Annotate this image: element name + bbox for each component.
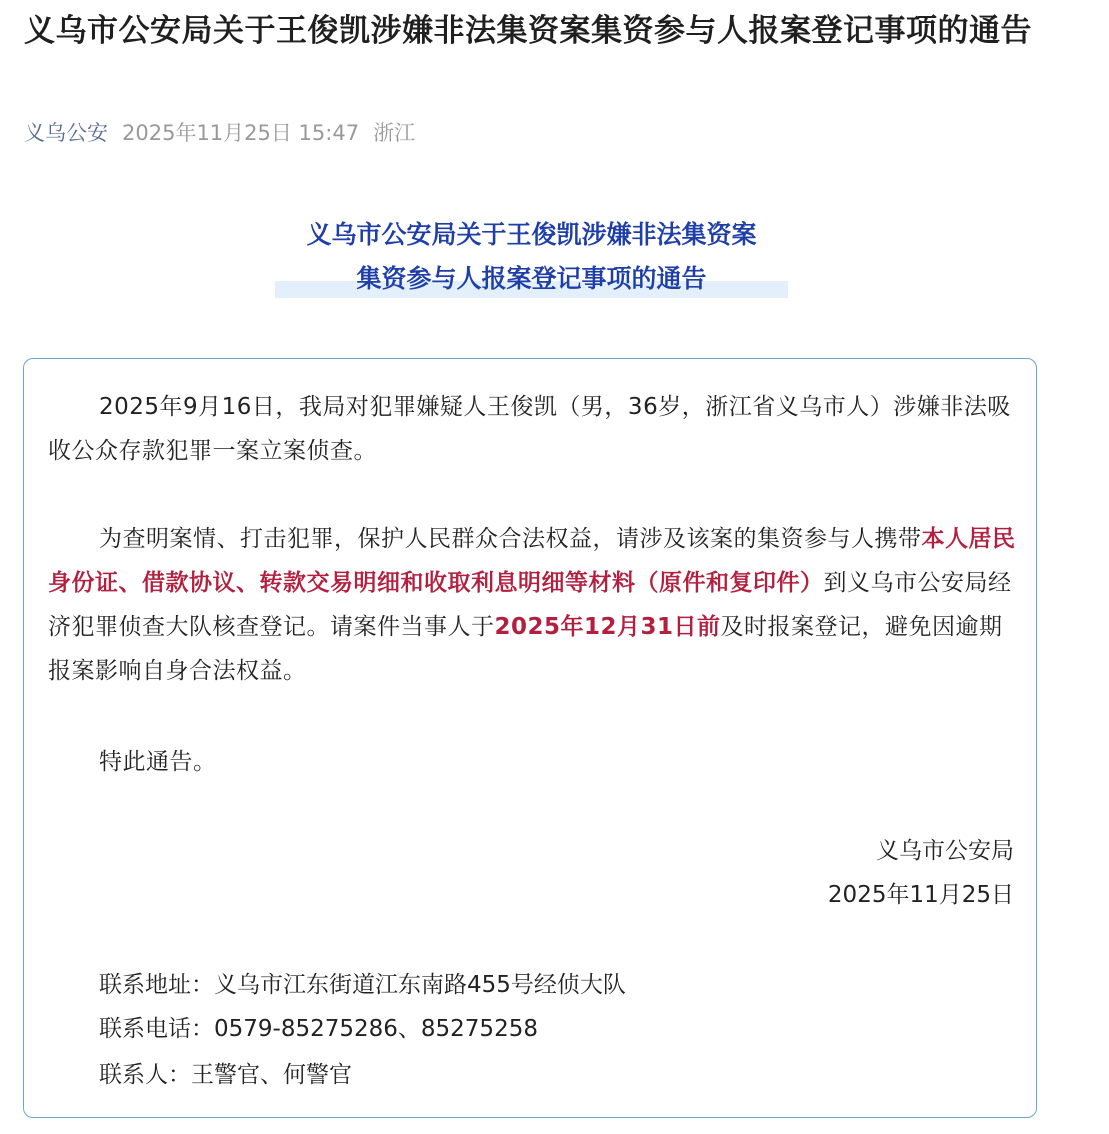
contact-phone: 联系电话：0579-85275286、85275258 [99, 1016, 538, 1042]
notice-heading-line-2: 集资参与人报案登记事项的通告 [356, 264, 707, 293]
deadline-emphasis: 2025年12月31日前 [494, 614, 721, 640]
required-materials-emphasis: 本人居民身份证、借款协议、转款交易明细和收取利息明细等材料（原件和复印件） [48, 526, 1016, 596]
paragraph-request-text-1: 为查明案情、打击犯罪，保护人民群众合法权益，请涉及该案的集资参与人携带 [99, 526, 922, 552]
article-meta [24, 116, 415, 150]
paragraph-request-text-3: 及时报案登记，避免因逾期报案影响自身合法权益。 [48, 614, 1003, 684]
paragraph-registration-request [48, 517, 1016, 693]
source-account-link[interactable]: 义乌公安 [24, 121, 108, 145]
paragraph-request-text-2: 到义乌市公安局经济犯罪侦查大队核查登记。请案件当事人于 [48, 570, 1012, 640]
paragraph-case-filing [48, 385, 1016, 473]
article-title: 义乌市公安局关于王俊凯涉嫌非法集资案集资参与人报案登记事项的通告 [24, 13, 1032, 49]
contact-person: 联系人：王警官、何警官 [99, 1062, 352, 1088]
notice-heading [275, 213, 788, 301]
notice-heading-line-1: 义乌市公安局关于王俊凯涉嫌非法集资案 [306, 220, 757, 249]
paragraph-closing-text: 特此通告。 [99, 749, 217, 775]
signature-date: 2025年11月25日 [827, 882, 1014, 908]
paragraph-case-filing-text: 2025年9月16日，我局对犯罪嫌疑人王俊凯（男，36岁，浙江省义乌市人）涉嫌非法吸收公众存款犯罪一案立案侦查。 [48, 394, 1011, 464]
contact-address: 联系地址：义乌市江东街道江东南路455号经侦大队 [99, 972, 626, 998]
publish-time: 2025年11月25日 15:47 [122, 121, 360, 145]
signature-issuer: 义乌市公安局 [876, 838, 1014, 864]
notice-box [23, 358, 1037, 1118]
publish-location: 浙江 [373, 121, 416, 145]
paragraph-closing [48, 740, 1016, 784]
